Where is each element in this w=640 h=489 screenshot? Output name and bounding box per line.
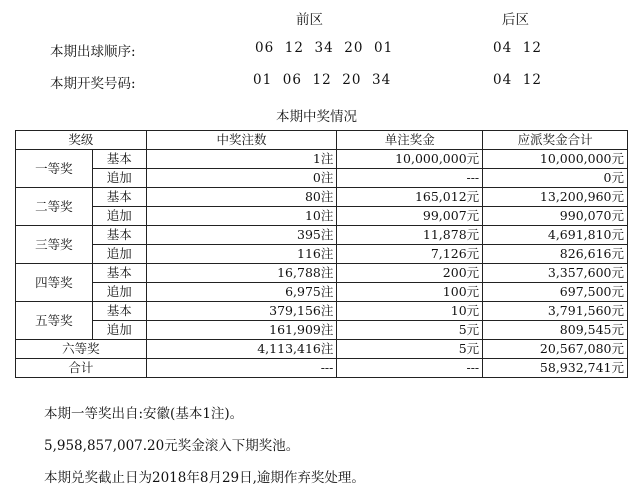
winner-count: 6,975注	[146, 283, 337, 302]
unit-prize: 100元	[337, 283, 483, 302]
total-prize: 20,567,080元	[483, 340, 628, 359]
total-prize: 4,691,810元	[483, 226, 628, 245]
bet-type: 基本	[92, 188, 146, 207]
winner-count: 1注	[146, 150, 337, 169]
bet-type: 追加	[92, 207, 146, 226]
winner-count: 16,788注	[146, 264, 337, 283]
table-header-row	[16, 131, 628, 150]
prize-level: 五等奖	[16, 302, 93, 340]
total-prize: 3,357,600元	[483, 264, 628, 283]
bet-type: 追加	[92, 169, 146, 188]
prize-level: 二等奖	[16, 188, 93, 226]
prize-table	[15, 130, 628, 378]
table-row-sixth	[16, 340, 628, 359]
unit-prize: 10,000,000元	[337, 150, 483, 169]
table-row	[16, 264, 628, 283]
prize-level: 一等奖	[16, 150, 93, 188]
table-row	[16, 169, 628, 188]
total-prize: 0元	[483, 169, 628, 188]
col-header-unit-prize: 单注奖金	[337, 131, 483, 150]
table-row	[16, 226, 628, 245]
draw-order-back-numbers: 04 12	[493, 40, 542, 56]
table-row	[16, 245, 628, 264]
unit-prize: 5元	[337, 340, 483, 359]
bet-type: 追加	[92, 283, 146, 302]
table-row	[16, 283, 628, 302]
total-prize: 13,200,960元	[483, 188, 628, 207]
winner-count: 395注	[146, 226, 337, 245]
note-first-prize-origin: 本期一等奖出自:安徽(基本1注)。	[44, 406, 244, 422]
bet-type: 基本	[92, 226, 146, 245]
total-prize: 10,000,000元	[483, 150, 628, 169]
table-row	[16, 207, 628, 226]
draw-order-label: 本期出球顺序:	[50, 44, 136, 60]
prize-level: 六等奖	[16, 340, 147, 359]
winner-count: 161,909注	[146, 321, 337, 340]
table-row-sum	[16, 359, 628, 378]
draw-order-front-numbers: 06 12 34 20 01	[255, 40, 394, 56]
sum-unit: ---	[337, 359, 483, 378]
winning-back-numbers: 04 12	[493, 72, 542, 88]
col-header-count: 中奖注数	[146, 131, 337, 150]
winning-numbers-label: 本期开奖号码:	[50, 76, 136, 92]
unit-prize: ---	[337, 169, 483, 188]
table-row	[16, 150, 628, 169]
col-header-level: 奖级	[16, 131, 147, 150]
bet-type: 追加	[92, 245, 146, 264]
front-zone-label: 前区	[296, 12, 323, 28]
sum-label: 合计	[16, 359, 147, 378]
sum-total: 58,932,741元	[483, 359, 628, 378]
unit-prize: 5元	[337, 321, 483, 340]
unit-prize: 200元	[337, 264, 483, 283]
note-rollover-pool: 5,958,857,007.20元奖金滚入下期奖池。	[44, 438, 300, 454]
total-prize: 826,616元	[483, 245, 628, 264]
prize-level: 三等奖	[16, 226, 93, 264]
unit-prize: 99,007元	[337, 207, 483, 226]
winner-count: 80注	[146, 188, 337, 207]
prize-level: 四等奖	[16, 264, 93, 302]
bet-type: 追加	[92, 321, 146, 340]
unit-prize: 10元	[337, 302, 483, 321]
sum-count: ---	[146, 359, 337, 378]
winner-count: 116注	[146, 245, 337, 264]
unit-prize: 11,878元	[337, 226, 483, 245]
table-row	[16, 302, 628, 321]
total-prize: 990,070元	[483, 207, 628, 226]
winner-count: 4,113,416注	[146, 340, 337, 359]
bet-type: 基本	[92, 302, 146, 321]
table-row	[16, 188, 628, 207]
unit-prize: 7,126元	[337, 245, 483, 264]
table-row	[16, 321, 628, 340]
bet-type: 基本	[92, 150, 146, 169]
unit-prize: 165,012元	[337, 188, 483, 207]
winner-count: 0注	[146, 169, 337, 188]
back-zone-label: 后区	[502, 12, 529, 28]
winner-count: 10注	[146, 207, 337, 226]
note-claim-deadline: 本期兑奖截止日为2018年8月29日,逾期作弃奖处理。	[44, 470, 365, 486]
total-prize: 809,545元	[483, 321, 628, 340]
total-prize: 3,791,560元	[483, 302, 628, 321]
winner-count: 379,156注	[146, 302, 337, 321]
winning-front-numbers: 01 06 12 20 34	[253, 72, 392, 88]
bet-type: 基本	[92, 264, 146, 283]
total-prize: 697,500元	[483, 283, 628, 302]
col-header-total-prize: 应派奖金合计	[483, 131, 628, 150]
table-title: 本期中奖情况	[276, 109, 357, 125]
